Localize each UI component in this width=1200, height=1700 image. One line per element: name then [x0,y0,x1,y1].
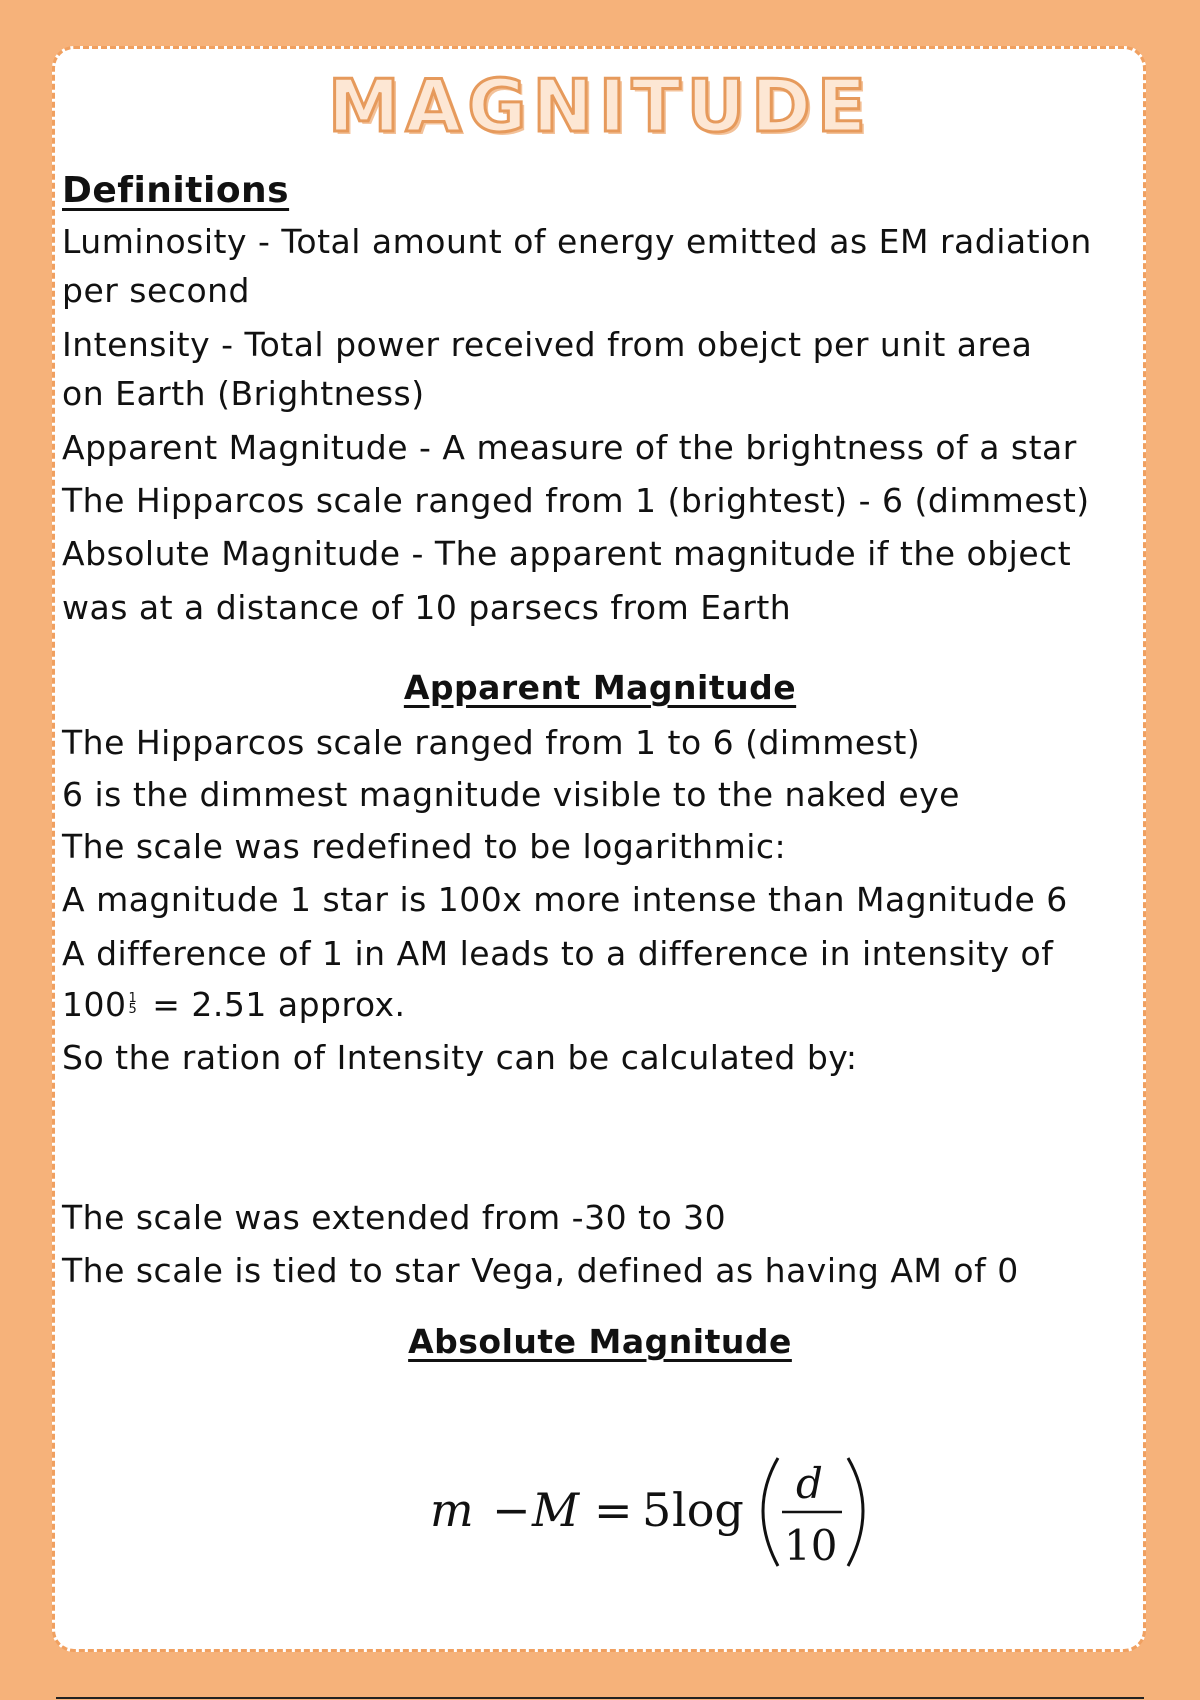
definition-line: on Earth (Brightness) [62,374,425,413]
formula-log: log [672,1483,744,1537]
exponent-denominator: 5 [128,1002,138,1017]
power-expression [62,985,1142,1024]
definition-line: Apparent Magnitude - A measure of the brightness of a star [62,428,1077,467]
formula-m: m [430,1483,474,1537]
formula-coefficient: 5 [642,1483,672,1537]
apparent-magnitude-heading: Apparent Magnitude [403,668,797,707]
definitions-heading: Definitions [62,170,290,211]
formula-equals: = [594,1483,633,1537]
exponent-fraction [129,993,138,1015]
power-base: 100 [62,985,127,1024]
exponent-numerator: 1 [128,991,138,1006]
right-parenthesis [848,1458,863,1566]
definition-line: per second [62,271,250,310]
extended-line: The scale is tied to star Vega, defined as having AM of 0 [62,1251,1019,1290]
bottom-divider [56,1697,1144,1699]
power-result: = 2.51 approx. [141,985,406,1024]
apparent-line: The scale was redefined to be logarithmic: [62,827,787,866]
absolute-magnitude-heading: Absolute Magnitude [408,1322,792,1361]
formula-denominator: 10 [784,1521,838,1570]
formula-M: M [532,1483,580,1537]
apparent-line: A magnitude 1 star is 100x more intense than Magnitude 6 [62,880,1068,919]
formula-minus: − [492,1483,531,1537]
definition-line: Intensity - Total power received from obejct per unit area [62,325,1033,364]
definition-line: was at a distance of 10 parsecs from Earth [62,588,792,627]
apparent-line: The Hipparcos scale ranged from 1 to 6 (dimmest) [62,723,921,762]
formula-numerator: d [796,1459,823,1508]
definition-line: Luminosity - Total amount of energy emitted as EM radiation [62,222,1092,261]
definition-line: The Hipparcos scale ranged from 1 (brightest) - 6 (dimmest) [62,481,1090,520]
page-title: MAGNITUDE [327,64,873,148]
ratio-line: So the ration of Intensity can be calculated by: [62,1038,858,1077]
extended-line: The scale was extended from -30 to 30 [62,1198,727,1237]
definition-line: Absolute Magnitude - The apparent magnitude if the object [62,534,1072,573]
apparent-line: 6 is the dimmest magnitude visible to the naked eye [62,775,960,814]
apparent-line: A difference of 1 in AM leads to a difference in intensity of [62,934,1054,973]
left-parenthesis [763,1458,778,1566]
distance-modulus-formula [0,1448,1200,1588]
